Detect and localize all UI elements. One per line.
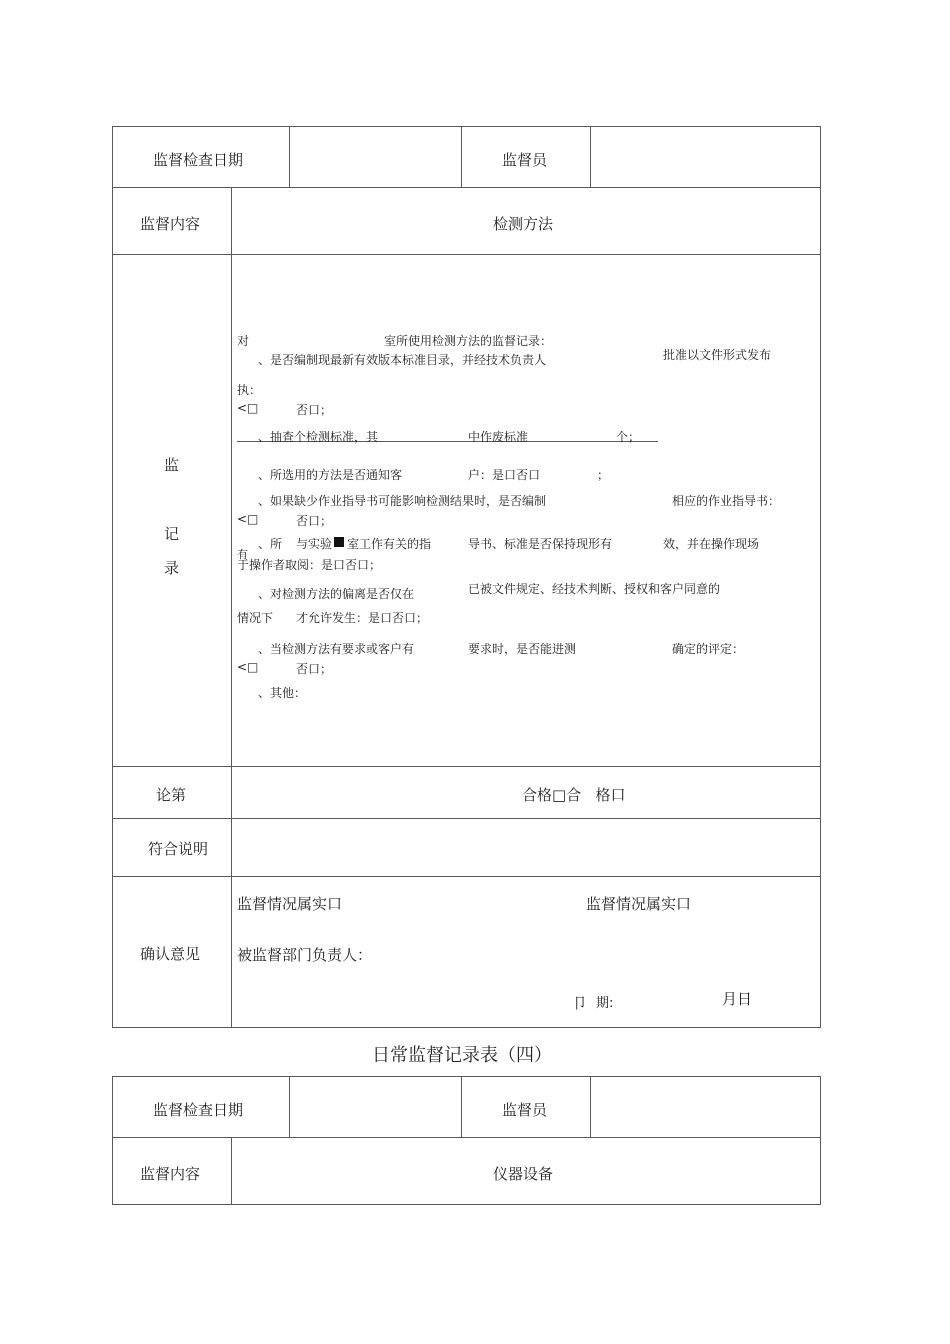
supervisor-label-2: 监督员	[502, 1101, 548, 1119]
record-line: 否口；	[296, 403, 333, 417]
record-line: 、其他：	[258, 686, 307, 700]
record-line: 、是否编制现最新有效版本标准目录，并经技术负责人	[258, 353, 547, 367]
confirm-label: 确认意见	[140, 945, 201, 963]
supervisor-label: 监督员	[502, 151, 548, 169]
record-line: 与实验	[296, 537, 333, 551]
supervised-head-label: 被监督部门负责人：	[237, 946, 373, 964]
record-line: 效，并在操作现场	[663, 537, 760, 551]
record-line: 执：	[237, 383, 262, 397]
record-line: 确定的评定：	[672, 642, 745, 656]
record-line: <□	[237, 660, 259, 674]
record-line: 中作废标准	[468, 430, 529, 444]
record-line: 相应的作业指导书：	[672, 494, 781, 508]
record-line: 对	[237, 334, 250, 348]
inspection-date-label-2: 监督检查日期	[153, 1101, 244, 1119]
record-line: 否口；	[296, 514, 333, 528]
record-line: 有	[237, 548, 248, 561]
form-2-title: 日常监督记录表（四）	[372, 1045, 552, 1066]
content-value-2: 仪器设备	[493, 1165, 554, 1183]
confirm-left: 监督情况属实口	[237, 895, 343, 913]
record-line: 已被文件规定、经技术判断、授权和客户同意的	[468, 582, 721, 596]
explain-label: 符合说明	[148, 840, 209, 858]
record-line: 室工作有关的指	[347, 537, 432, 551]
confirm-right: 监督情况属实口	[586, 895, 692, 913]
record-line: 批准以文件形式发布	[663, 348, 772, 362]
record-line: <□	[237, 401, 259, 415]
record-line: 户：是口否口	[468, 468, 541, 482]
content-label-2: 监督内容	[140, 1165, 201, 1183]
record-line: 、所选用的方法是否通知客	[258, 468, 403, 482]
record-line: 、所	[258, 537, 283, 551]
record-line: 要求时，是否能进测	[468, 642, 577, 656]
record-line: 否口；	[296, 662, 333, 676]
record-line: ；	[597, 468, 610, 482]
record-line: 才允许发生：是口否口；	[296, 611, 429, 625]
inspection-date-label: 监督检查日期	[153, 151, 244, 169]
conclusion-label: 论第	[156, 786, 187, 804]
record-line: 、如果缺少作业指导书可能影响检测结果时，是否编制	[258, 494, 547, 508]
record-line: 情况下	[237, 611, 274, 625]
record-line: 室所使用检测方法的监督记录：	[384, 334, 553, 348]
record-line: 个；	[616, 430, 641, 444]
record-line: <□	[237, 512, 259, 526]
date-mark: 卩	[572, 994, 588, 1012]
conclusion-value: 合格□合 格口	[522, 786, 626, 804]
record-line: 、对检测方法的偏离是否仅在	[258, 587, 415, 601]
month-day-label: 月日	[722, 990, 753, 1008]
record-label-3: 录	[164, 559, 180, 577]
record-label-2: 记	[164, 525, 180, 543]
record-line: 于操作者取阅：是口否口；	[237, 558, 382, 572]
record-line: 、当检测方法有要求或客户有	[258, 642, 415, 656]
content-label: 监督内容	[140, 215, 201, 233]
date-label: 期:	[596, 996, 614, 1011]
record-line: 导书、标准是否保持现形有	[468, 537, 613, 551]
filled-square-icon	[334, 537, 344, 547]
record-line: 、抽查个检测标准，其	[258, 430, 379, 444]
record-label-1: 监	[164, 456, 180, 474]
content-value: 检测方法	[493, 215, 554, 233]
